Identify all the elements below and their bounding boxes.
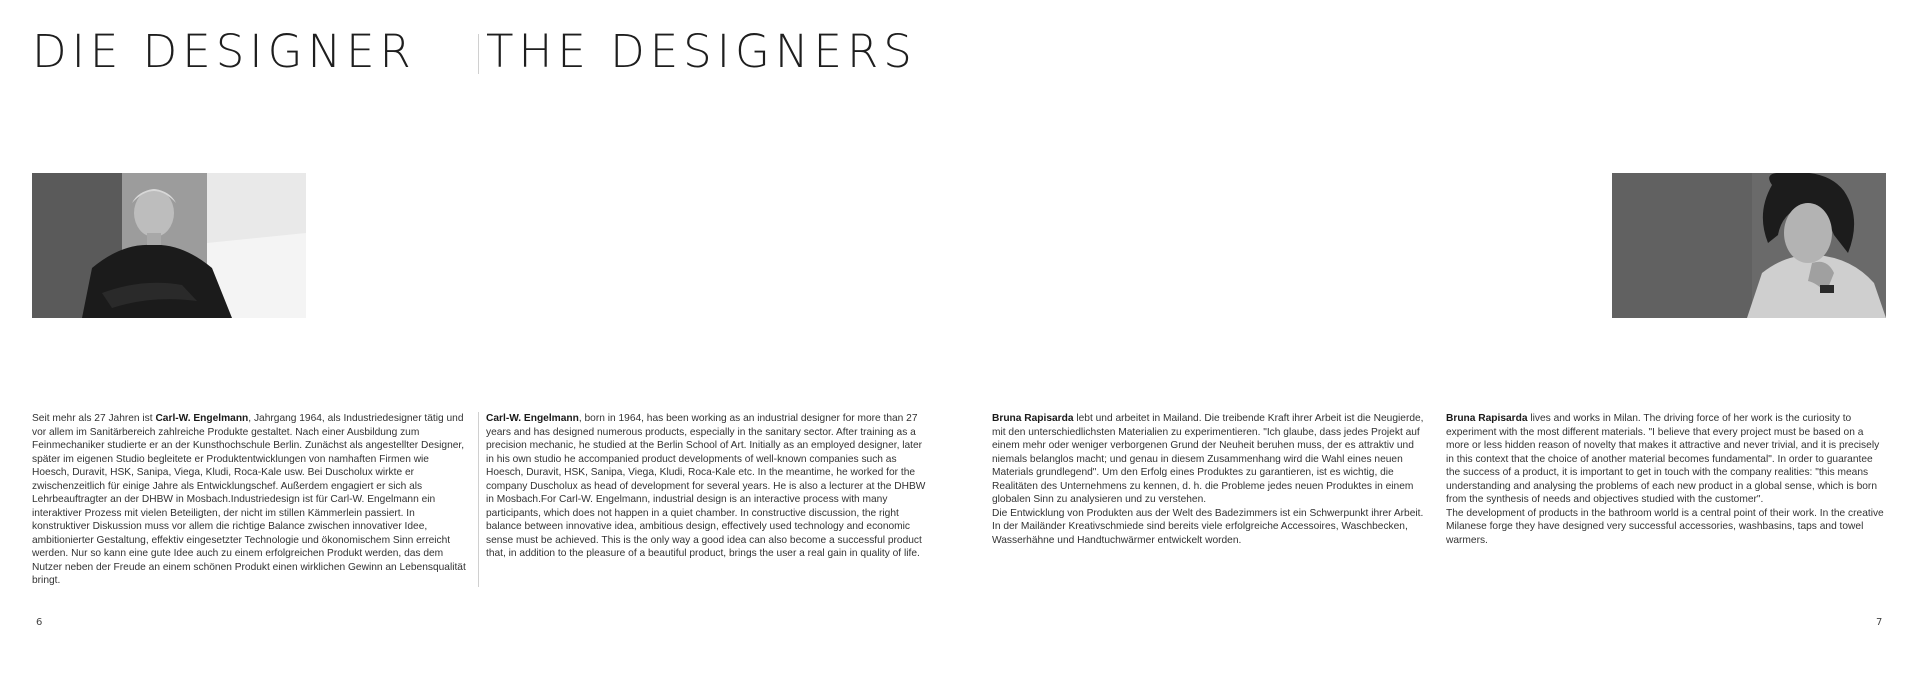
photo-bruna-rapisarda	[1612, 173, 1886, 318]
paragraph-rapisarda-en-2: The development of products in the bathroom world is a central point of their work. In the creative Milanese forge they have designed very successful accessories, washbasins, taps and towel warmers.	[1446, 507, 1884, 546]
page-number-right: 7	[1876, 617, 1883, 628]
heading-german: DIE DESIGNER	[32, 25, 416, 78]
photo-carl-w-engelmann	[32, 173, 306, 318]
text-column-en-engelmann	[486, 412, 926, 561]
paragraph-rapisarda-de	[992, 412, 1427, 507]
text-column-de-rapisarda	[992, 412, 1427, 547]
paragraph-rapisarda-en	[1446, 412, 1886, 507]
page-number-left: 6	[36, 617, 43, 628]
paragraph-body: , Jahrgang 1964, als Industriedesigner tätig und vor allem im Sanitärbereich zahlreiche Produkte gestaltet. Nach einer Ausbildung zum Feinmechaniker studierte er an der Kunsthochschule Berlin. Zunächst als angestellter Designer, später im eigenen Studio begleitete er Produktentwicklungen von namhaften Firmen wie Hoesch, Duravit, HSK, Sanipa, Viega, Kludi, Roca-Kale usw. Bei Duscholux wirkte er zwischenzeitlich für einige Jahre als Entwicklungschef. Außerdem engagiert er sich als Lehrbeauftragter an der DHBW in Mosbach.Industriedesign ist für Carl-W. Engelmann ein interaktiver Prozess mit vielen Beteiligten, der nicht im stillen Kämmerlein passiert. In konstruktiver Diskussion muss vor allem die richtige Balance zwischen innovativer Idee, ambitionierter Gestaltung, effektiv eingesetzter Technologie und ökonomischem Sinn erreicht werden. Nur so kann eine gute Idee auch zu einem erfolgreichen Produkt werden, das dem Nutzer neben der Freude an einem schönen Produkt einen wirklichen Gewinn an Lebensqualität bringt.	[32, 413, 466, 586]
designer-name: Bruna Rapisarda	[992, 413, 1074, 424]
paragraph-engelmann-de	[32, 412, 466, 588]
designer-name: Bruna Rapisarda	[1446, 413, 1528, 424]
column-divider-bottom	[478, 412, 479, 587]
column-divider-top	[478, 34, 479, 74]
heading-english: THE DESIGNERS	[486, 25, 917, 78]
text-column-en-rapisarda	[1446, 412, 1886, 547]
paragraph-lead-in: Seit mehr als 27 Jahren ist	[32, 413, 156, 424]
paragraph-body: , born in 1964, has been working as an industrial designer for more than 27 years and has designed numerous products, especially in the sanitary sector. After training as a precision mechanic, he studied at the Berlin School of Art. Initially as an employed designer, later in his own studio he accompanied product developments of well-known companies such as Hoesch, Duravit, HSK, Sanipa, Viega, Kludi, Roca-Kale etc. In the meantime, he worked for the company Duscholux as head of development for several years. He is also a lecturer at the DHBW in Mosbach.For Carl-W. Engelmann, industrial design is an interactive process with many participants, which does not happen in a quiet chamber. In constructive discussion, the right balance between innovative idea, ambitious design, effectively used technology and economic sense must be achieved. This is the only way a good idea can also become a successful product that, in addition to the pleasure of a beautiful product, brings the user a real gain in quality of life.	[486, 413, 926, 559]
paragraph-rapisarda-de-2: Die Entwicklung von Produkten aus der Welt des Badezimmers ist ein Schwerpunkt ihrer Arbeit. In der Mailänder Kreativschmiede sind bereits viele erfolgreiche Accessoires, Waschbecken, Wasserhähne und Handtuchwärmer entwickelt worden.	[992, 507, 1424, 546]
paragraph-body: lives and works in Milan. The driving force of her work is the curiosity to experiment with the most different materials. "I believe that every project must be based on a more or less hidden reason of novelty that makes it attractive and never trivial, and it is precisely in this context that the choice of another material becomes fundamental". In order to guarantee the success of a product, it is important to get in touch with the company realities: "this means understanding and analysing the problems of each new product in a global sense, which is born from the synthesis of needs and objectives studied with the customer".	[1446, 413, 1880, 505]
designer-name: Carl-W. Engelmann	[486, 413, 579, 424]
paragraph-engelmann-en	[486, 412, 926, 561]
paragraph-body: lebt und arbeitet in Mailand. Die treibende Kraft ihrer Arbeit ist die Neugierde, mit den unterschiedlichsten Materialien zu experimentieren. "Ich glaube, dass jedes Projekt auf einem mehr oder weniger verborgenen Grund der Neuheit beruhen muss, der es attraktiv und niemals belanglos macht; und genau in diesem Zusammenhang wird die Wahl eines neuen Materials grundlegend". Um den Erfolg eines Produktes zu garantieren, ist es wichtig, die Realitäten des Unternehmens zu kennen, d. h. die Probleme jedes neuen Produktes in einem globalen Sinn zu analysieren und zu verstehen.	[992, 413, 1424, 505]
text-column-de-engelmann	[32, 412, 466, 588]
designer-name: Carl-W. Engelmann	[155, 413, 249, 424]
